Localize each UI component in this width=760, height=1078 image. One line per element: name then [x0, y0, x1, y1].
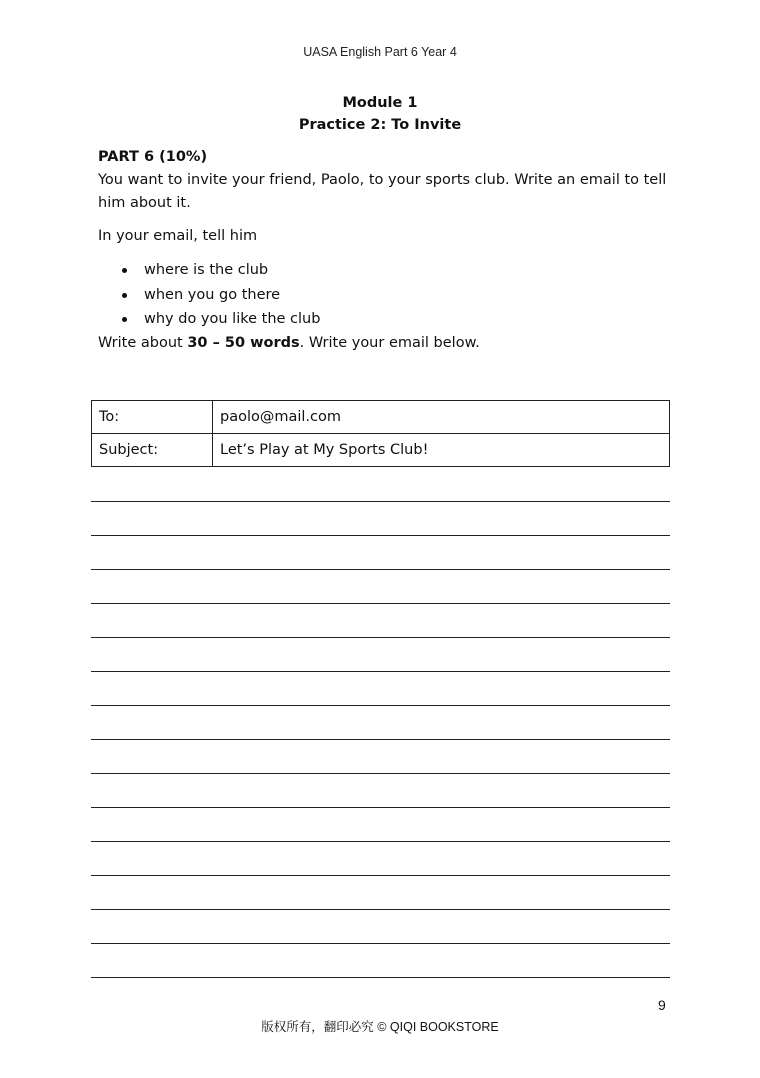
writing-line: [91, 638, 670, 672]
word-limit: [98, 332, 678, 355]
bullet-icon: [122, 317, 127, 322]
page-header: UASA English Part 6 Year 4: [303, 45, 457, 59]
title-block: [0, 92, 760, 136]
subject-value: Let’s Play at My Sports Club!: [213, 434, 670, 467]
writing-line: [91, 774, 670, 808]
part-heading: PART 6 (10%): [98, 149, 208, 165]
word-limit-count: 30 – 50 words: [187, 334, 300, 351]
writing-line: [91, 842, 670, 876]
practice-title: Practice 2: To Invite: [298, 117, 462, 133]
subject-label: Subject:: [92, 434, 213, 467]
bullet-icon: [122, 268, 127, 273]
writing-line: [91, 570, 670, 604]
bullet-icon: [122, 293, 127, 298]
module-title: Module 1: [342, 95, 418, 111]
instructions: [98, 146, 678, 355]
writing-line: [91, 502, 670, 536]
writing-line: [91, 808, 670, 842]
to-label: To:: [92, 401, 213, 434]
writing-line: [91, 910, 670, 944]
bullet-item: [122, 307, 678, 332]
writing-line: [91, 604, 670, 638]
writing-line: [91, 672, 670, 706]
writing-line: [91, 468, 670, 502]
email-to-row: [92, 401, 670, 434]
tell-him-text: In your email, tell him: [98, 228, 258, 244]
word-limit-prefix: Write about: [98, 334, 188, 351]
to-value: paolo@mail.com: [213, 401, 670, 434]
task-text: You want to invite your friend, Paolo, to your sports club. Write an email to tell him about it.: [98, 172, 667, 211]
bullet-text: when you go there: [144, 286, 281, 303]
bullet-item: [122, 258, 678, 283]
writing-line: [91, 876, 670, 910]
writing-line: [91, 740, 670, 774]
writing-line: [91, 706, 670, 740]
page-footer: 版权所有，翻印必究 © QIQI BOOKSTORE: [261, 1020, 499, 1034]
page-number: 9: [658, 997, 666, 1013]
bullet-text: where is the club: [144, 262, 269, 278]
bullet-list: [98, 258, 678, 332]
word-limit-suffix: . Write your email below.: [299, 334, 480, 351]
bullet-item: [122, 283, 678, 308]
bullet-text: why do you like the club: [144, 311, 321, 327]
writing-area: [91, 468, 670, 978]
writing-line: [91, 944, 670, 978]
email-header-table: [91, 400, 670, 467]
email-subject-row: [92, 434, 670, 467]
writing-line: [91, 536, 670, 570]
